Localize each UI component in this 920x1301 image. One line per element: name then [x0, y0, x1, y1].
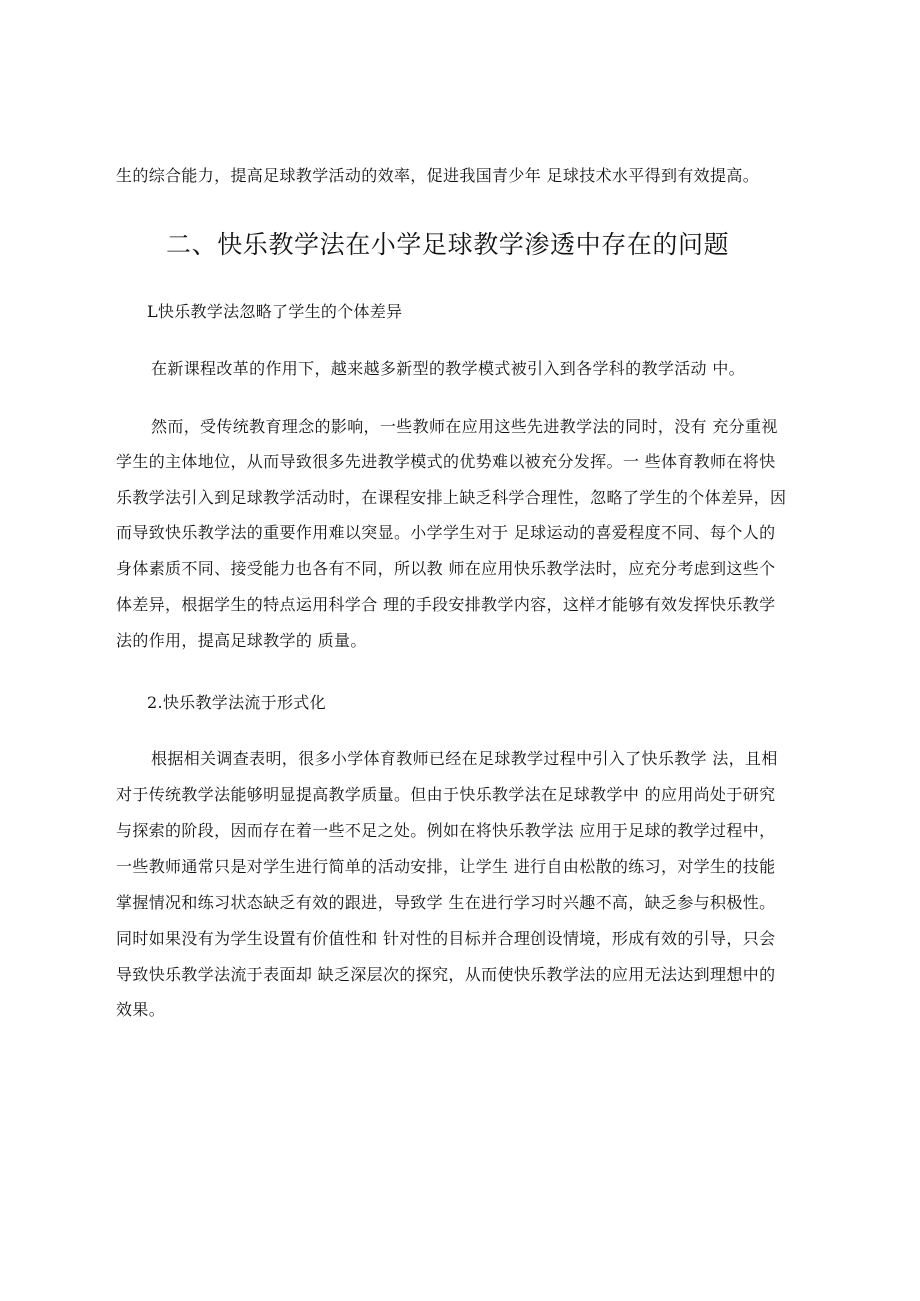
- paragraph-3-line: 掌握情况和练习状态缺乏有效的跟进，导致学 生在进行学习时兴趣不高，缺乏参与积极性。: [116, 893, 776, 912]
- subsection-heading-1: L快乐教学法忽略了学生的个体差异: [147, 302, 403, 321]
- paragraph-2-line: 法的作用，提高足球教学的 质量。: [116, 631, 367, 650]
- paragraph-3-line: 对于传统教学法能够明显提高教学质量。但由于快乐教学法在足球教学中 的应用尚处于研究: [116, 785, 776, 804]
- paragraph-3-line: 与探索的阶段，因而存在着一些不足之处。例如在将快乐教学法 应用于足球的教学过程中，: [116, 821, 776, 840]
- paragraph-2-line: 乐教学法引入到足球教学活动时，在课程安排上缺乏科学合理性，忽略了学生的个体差异，因: [116, 488, 787, 507]
- paragraph-2-line: 学生的主体地位，从而导致很多先进教学模式的优势难以被充分发挥。一 些体育教师在将快: [116, 452, 776, 471]
- paragraph-2-line: 身体素质不同、接受能力也各有不同，所以教 师在应用快乐教学法时，应充分考虑到这些个: [116, 559, 776, 578]
- paragraph-3-line: 导致快乐教学法流于表面却 缺乏深层次的探究，从而使快乐教学法的应用无法达到理想中的: [116, 965, 776, 984]
- paragraph-3-line: 一些教师通常只是对学生进行简单的活动安排，让学生 进行自由松散的练习，对学生的技能: [116, 857, 776, 876]
- paragraph-3-line: 根据相关调查表明，很多小学体育教师已经在足球教学过程中引入了快乐教学 法，且相: [151, 749, 778, 768]
- paragraph-2-line: 而导致快乐教学法的重要作用难以突显。小学学生对于 足球运动的喜爱程度不同、每个人的: [116, 523, 776, 542]
- subsection-heading-2: 2.快乐教学法流于形式化: [147, 693, 326, 712]
- section-title: 二、快乐教学法在小学足球教学渗透中存在的问题: [166, 230, 730, 259]
- paragraph-2-line: 然而，受传统教育理念的影响，一些教师在应用这些先进教学法的同时，没有 充分重视: [151, 417, 778, 436]
- paragraph-3-line: 效果。: [116, 1000, 166, 1019]
- intro-text-line: 生的综合能力，提高足球教学活动的效率，促进我国青少年 足球技术水平得到有效提高。: [116, 166, 760, 185]
- paragraph-1: 在新课程改革的作用下，越来越多新型的教学模式被引入到各学科的教学活动 中。: [151, 359, 746, 378]
- paragraph-3-line: 同时如果没有为学生设置有价值性和 针对性的目标并合理创设情境，形成有效的引导，只会: [116, 929, 776, 948]
- paragraph-2-line: 体差异，根据学生的特点运用科学合 理的手段安排教学内容，这样才能够有效发挥快乐教学: [116, 595, 776, 614]
